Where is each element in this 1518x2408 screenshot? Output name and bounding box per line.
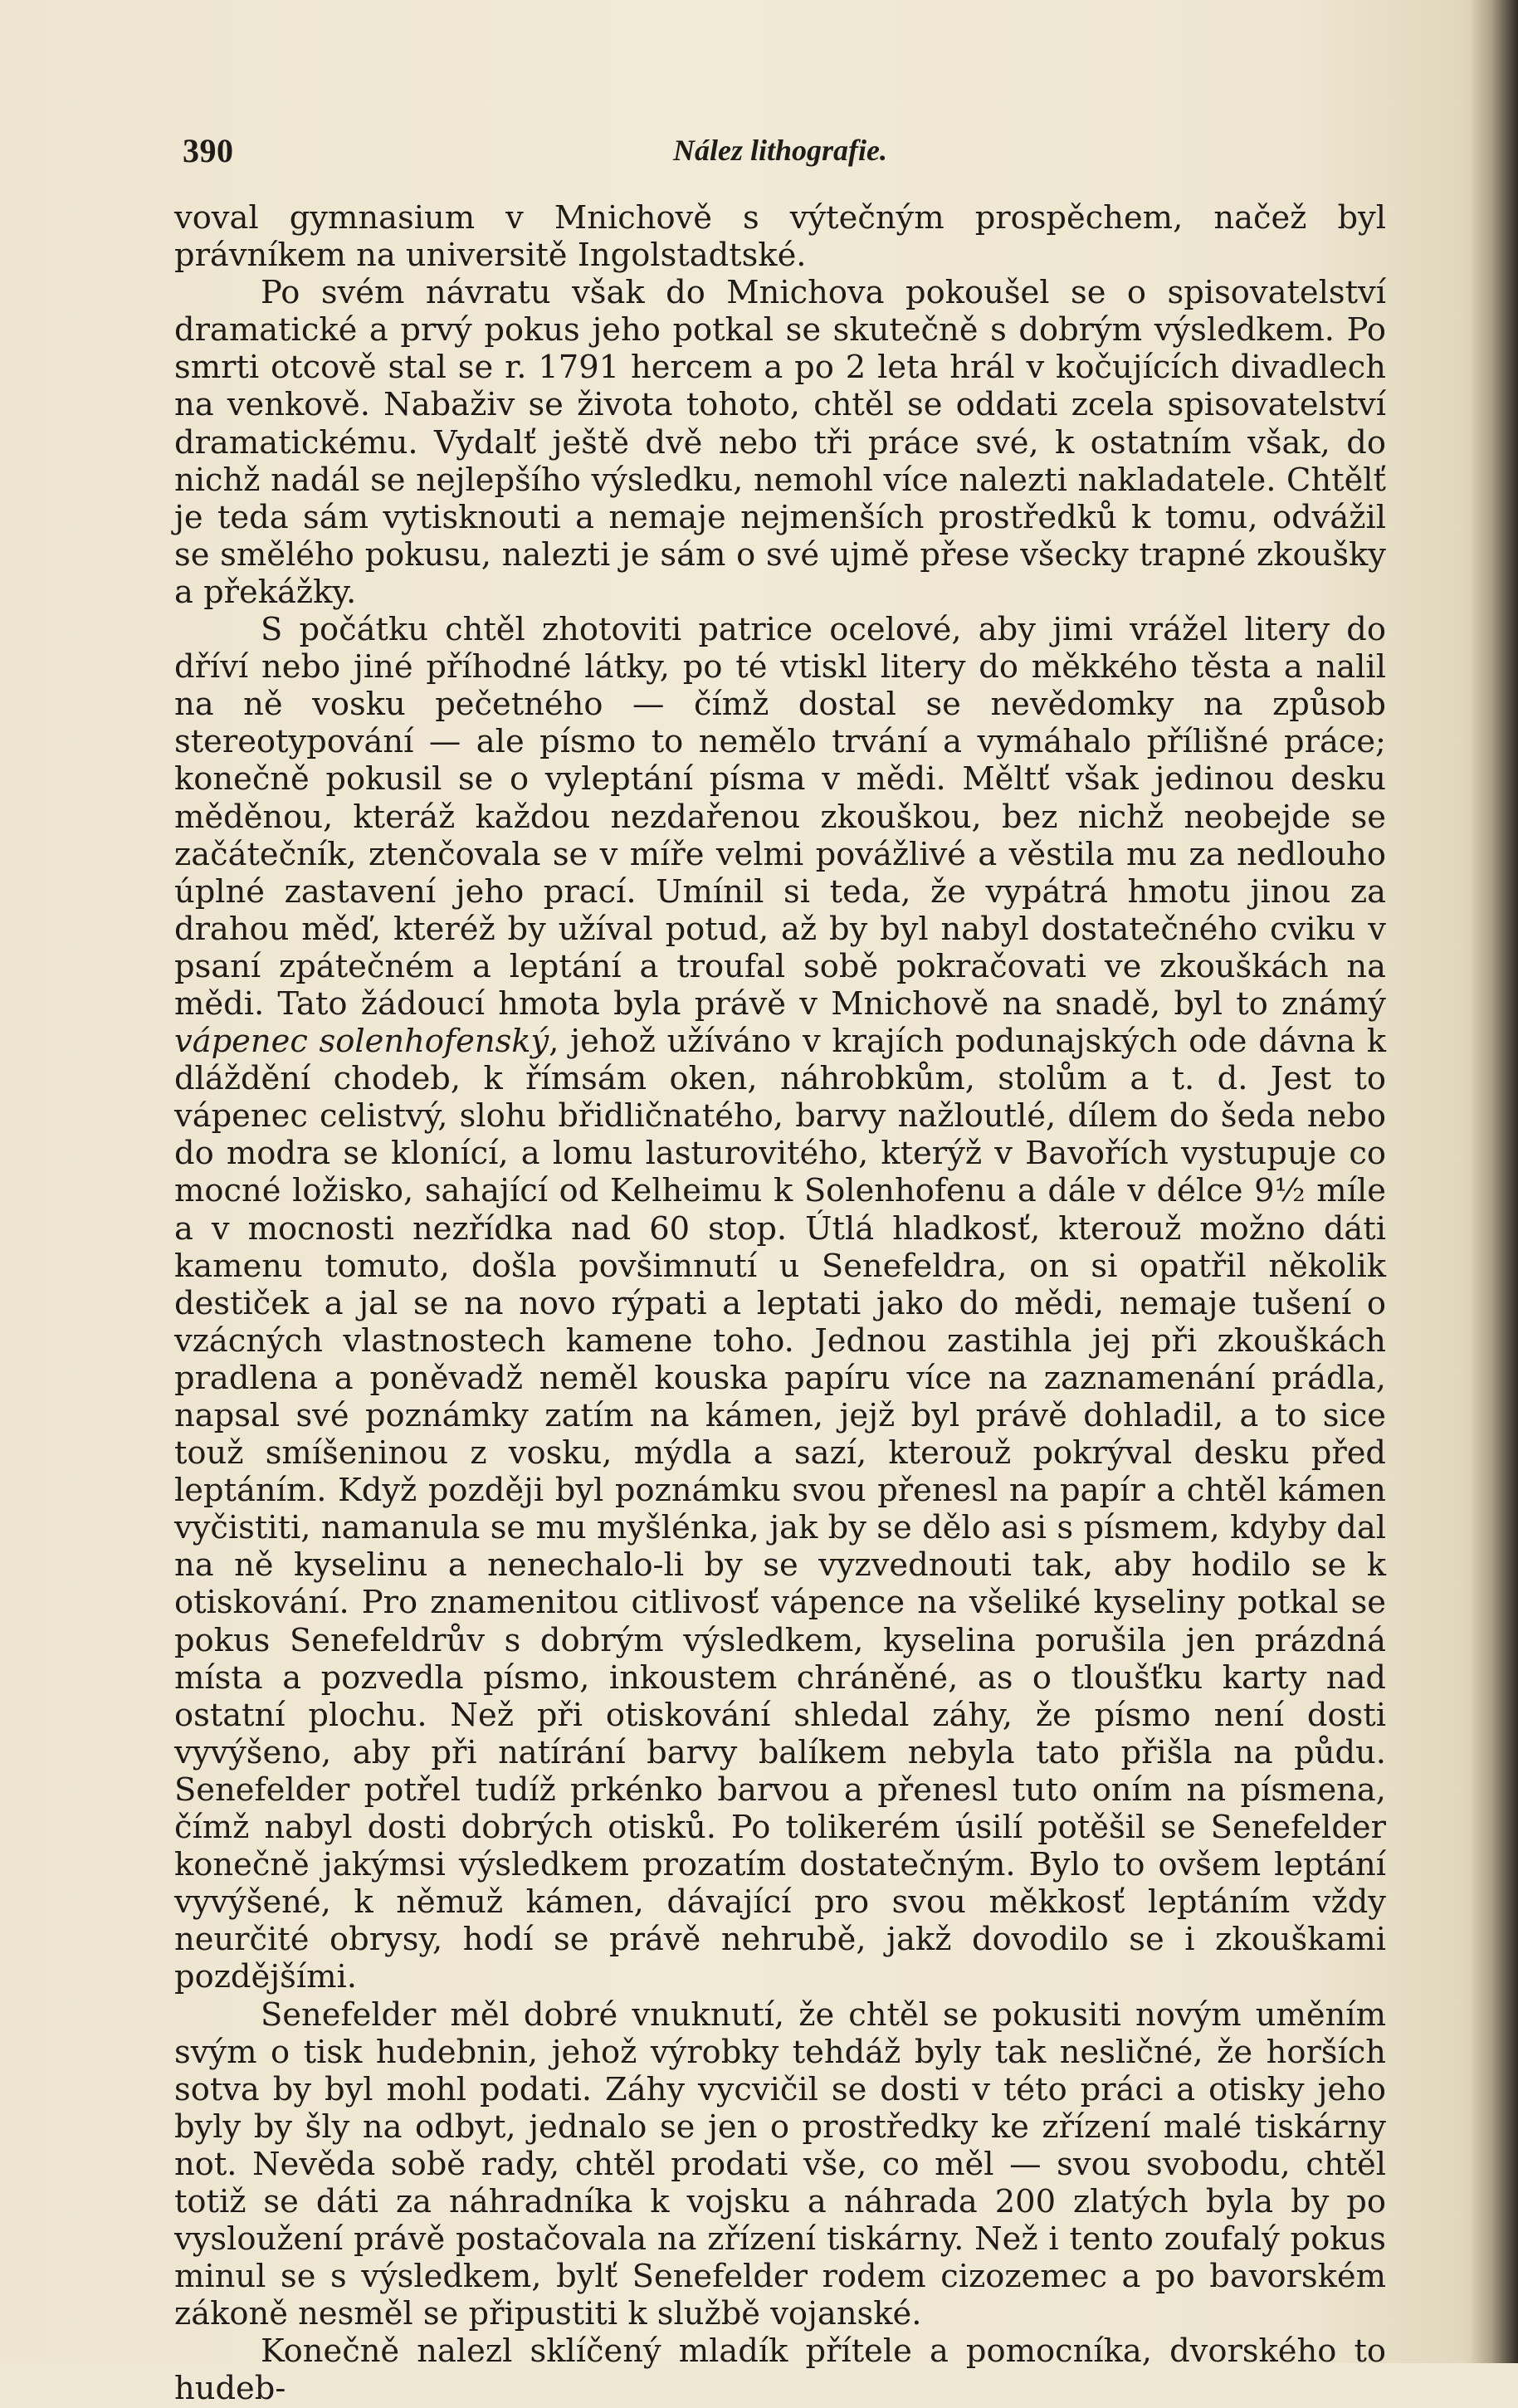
running-head bbox=[183, 131, 1378, 178]
paragraph-continuation: voval gymnasium v Mnichově s výtečným prospěchem, načež byl právníkem na universitě Ingolstadtské. bbox=[174, 199, 1386, 275]
paragraph-lithography-discovery bbox=[174, 611, 1386, 1995]
paragraph: Po svém návratu však do Mnichova pokoušel se o spisovatelství dramatické a prvý pokus jeho potkal se skutečně s dobrým výsledkem. Po smrti otcově stal se r. 1791 hercem a po 2 leta hrál v kočujících divadlech na venkově. Nabaživ se života tohoto, chtěl se oddati zcela spisovatelství dramatickému. Vydalť ještě dvě nebo tři práce své, k ostatním však, do nichž nadál se nejlepšího výsledku, nemohl více nalezti nakladatele. Chtělť je teda sám vytisknouti a nemaje nejmenších prostředků k tomu, odvážil se smělého pokusu, nalezti je sám o své ujmě přese všecky trapné zkoušky a překážky. bbox=[174, 274, 1386, 611]
paragraph-text-part: , jehož užíváno v krajích podunajských ode dávna k dláždění chodeb, k římsám oken, náhrobkům, stolům a t. d. Jest to vápenec celistvý, slohu břidličnatého, barvy nažloutlé, dílem do šeda nebo do modra se klonící, a lomu lasturovitého, kterýž v Bavořích vystupuje co mocné ložisko, sahající od Kelheimu k Solenhofenu a dále v délce 9½ míle a v mocnosti nezřídka nad 60 stop. Útlá hladkosť, kterouž možno dáti kamenu tomuto, došla povšimnutí u Senefeldra, on si opatřil několik destiček a jal se na novo rýpati a leptati jako do mědi, nemaje tušení o vzácných vlastnostech kamene toho. Jednou zastihla jej při zkouškách pradlena a poněvadž neměl kouska papíru více na zaznamenání prádla, napsal své poznámky zatím na kámen, jejž byl právě dohladil, a to sice touž smíšeninou z vosku, mýdla a sazí, kterouž pokrýval desku před leptáním. Když později byl poznámku svou přenesl na papír a chtěl kámen vyčistiti, namanula se mu myšlénka, jak by se dělo asi s písmem, kdyby dal na ně kyselinu a nenechalo-li by se vyzvednouti tak, aby hodilo se k otiskování. Pro znamenitou citlivosť vápence na všeliké kyseliny potkal se pokus Senefeldrův s dobrým výsledkem, kyselina porušila jen prázdná místa a pozvedla písmo, inkoustem chráněné, as o tloušťku karty nad ostatní plochu. Než při otiskování shledal záhy, že písmo není dosti vyvýšeno, aby při natírání barvy balíkem nebyla tato přišla na půdu. Senefelder potřel tudíž prkénko barvou a přenesl tuto oním na písmena, čímž nabyl dosti dobrých otisků. Po tolikerém úsilí potěšil se Senefelder konečně jakýmsi výsledkem prozatím dostatečným. Bylo to ovšem leptání vyvýšené, k němuž kámen, dávající pro svou měkkosť leptáním vždy neurčité obrysy, hodí se právě nehrubě, jakž dovodilo se i zkouškami pozdějšími. bbox=[174, 1023, 1386, 1996]
emphasized-term: vápenec solenhofenský bbox=[174, 1023, 549, 1061]
page-number: 390 bbox=[183, 132, 234, 169]
paragraph-text-part: S počátku chtěl zhotoviti patrice ocelové, aby jimi vrážel litery do dříví nebo jiné příhodné látky, po té vtiskl litery do měkkého těsta a nalil na ně vosku pečetného — čímž dostal se nevědomky na způsob stereotypování — ale písmo to nemělo trvání a vymáhalo přílišné práce; konečně pokusil se o vyleptání písma v mědi. Měltť však jedinou desku měděnou, kteráž každou nezdařenou zkouškou, bez nichž neobejde se začátečník, ztenčovala se v míře velmi povážlivé a věstila mu za nedlouho úplné zastavení jeho prací. Umínil si teda, že vypátrá hmotu jinou za drahou měď, kteréž by užíval potud, až by byl nabyl dostatečného cviku v psaní zpátečném a leptání a troufal sobě pokračovati ve zkouškách na mědi. Tato žádoucí hmota byla právě v Mnichově na snadě, byl to známý bbox=[174, 611, 1386, 1023]
binding-shadow bbox=[1470, 0, 1518, 2363]
paragraph: Senefelder měl dobré vnuknutí, že chtěl se pokusiti novým uměním svým o tisk hudebnin, jehož výrobky tehdáž byly tak nesličné, že horších sotva by byl mohl podati. Záhy vycvičil se dosti v této práci a otisky jeho byly by šly na odbyt, jednalo se jen o prostředky ke zřízení malé tiskárny not. Nevěda sobě rady, chtěl prodati vše, co měl — svou svobodu, chtěl totiž se dáti za náhradníka k vojsku a náhrada 200 zlatých byla by po vysloužení právě postačovala na zřízení tiskárny. Než i tento zoufalý pokus minul se s výsledkem, bylť Senefelder rodem cizozemec a po bavorském zákoně nesměl se připustiti k službě vojanské. bbox=[174, 1995, 1386, 2333]
body-text bbox=[174, 199, 1386, 2408]
running-title: Nález lithografie. bbox=[673, 134, 887, 167]
paragraph-last: Konečně nalezl sklíčený mladík přítele a pomocníka, dvorského to hudeb- bbox=[174, 2332, 1386, 2408]
